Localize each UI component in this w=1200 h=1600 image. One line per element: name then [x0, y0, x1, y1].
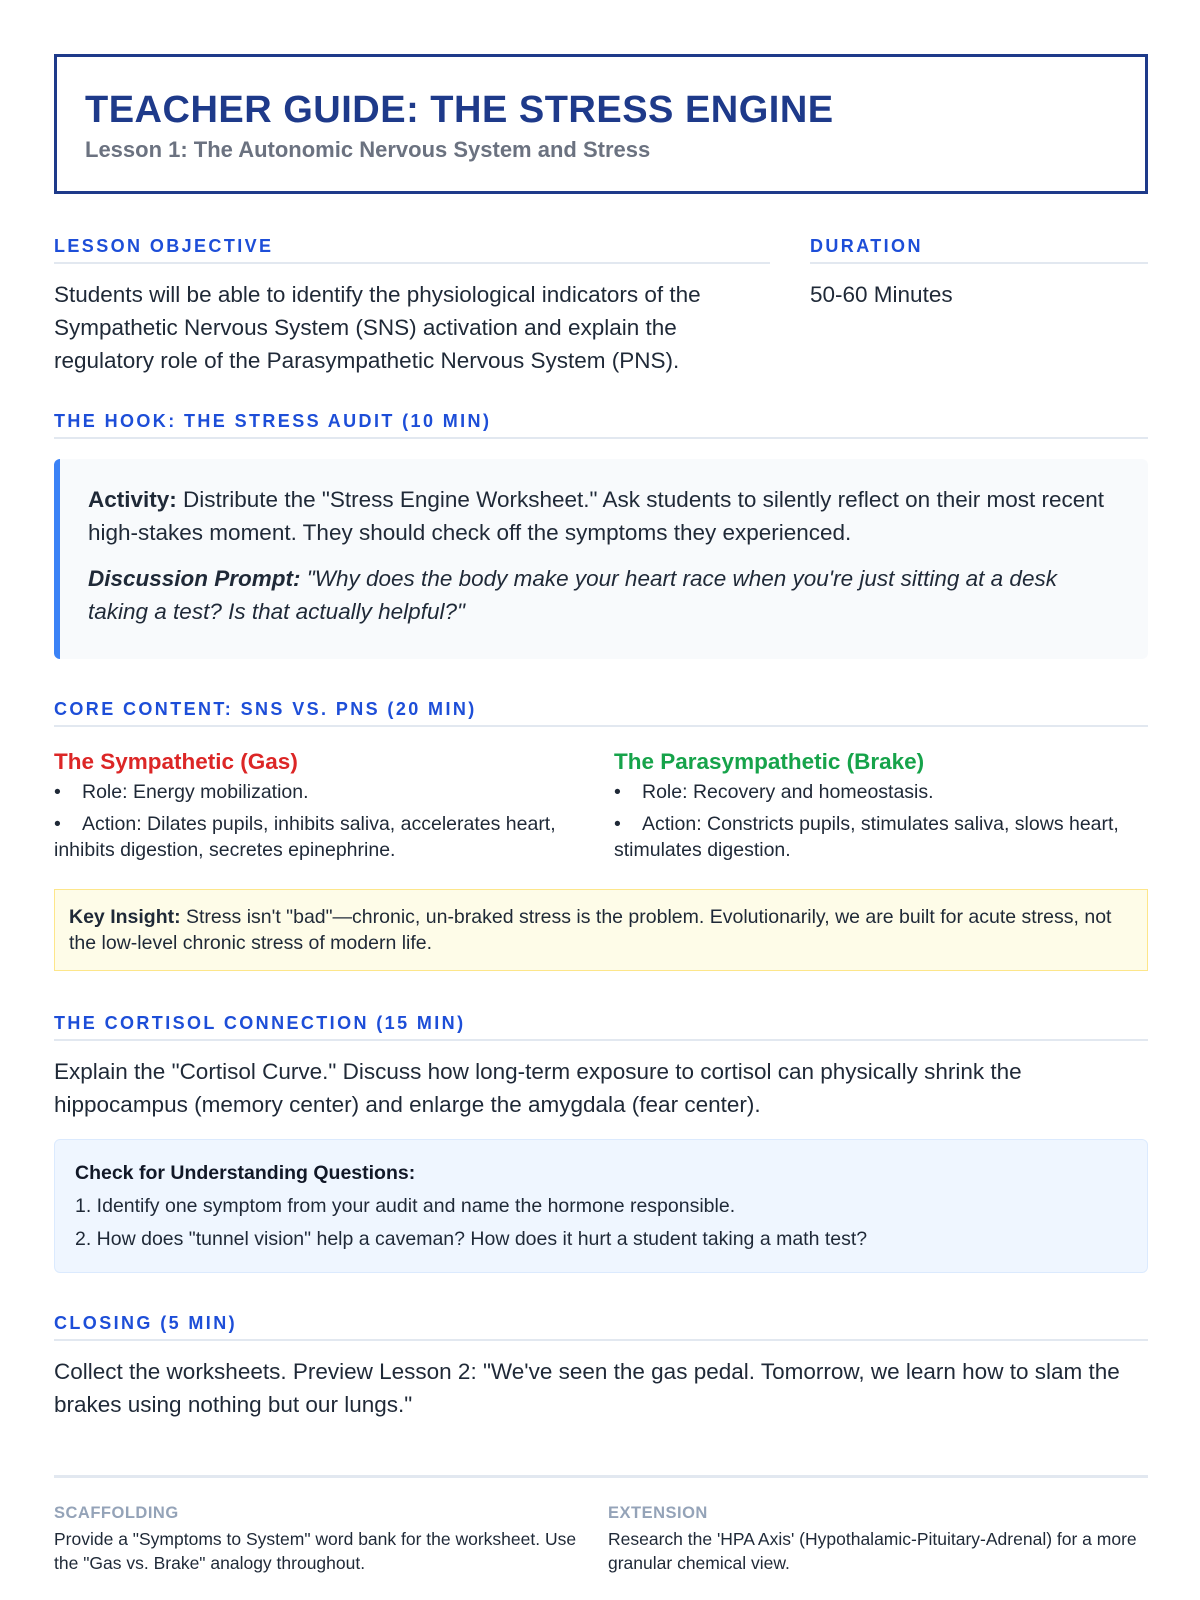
prompt-paragraph: [88, 562, 1118, 628]
closing-heading: CLOSING (5 MIN): [54, 1313, 1148, 1341]
guide-header: [54, 54, 1148, 194]
cfu-title: Check for Understanding Questions:: [75, 1162, 416, 1184]
duration-section: [810, 236, 1148, 377]
cfu-callout: [54, 1139, 1148, 1273]
scaffolding-label: SCAFFOLDING: [54, 1504, 179, 1522]
core-heading: CORE CONTENT: SNS VS. PNS (20 MIN): [54, 699, 1148, 727]
cortisol-heading: THE CORTISOL CONNECTION (15 MIN): [54, 1013, 1148, 1041]
core-content-section: [54, 699, 1148, 971]
list-item: • Role: Recovery and homeostasis.: [614, 781, 934, 803]
sns-pns-columns: [54, 747, 1148, 863]
hook-heading: THE HOOK: THE STRESS AUDIT (10 MIN): [54, 411, 1148, 439]
objective-section: [54, 236, 770, 377]
scaffolding-note: [54, 1504, 594, 1575]
cortisol-text: Explain the "Cortisol Curve." Discuss how long-term exposure to cortisol can physically shrink the hippocampus (memory center) and enlarge the amygdala (fear center).: [54, 1059, 1022, 1117]
objective-text: Students will be able to identify the physiological indicators of the Sympathetic Nervous System (SNS) activation and explain the regulatory role of the Parasympathetic Nervous System (PNS).: [54, 282, 701, 373]
scaffolding-text: Provide a "Symptoms to System" word bank for the worksheet. Use the "Gas vs. Brake" analogy throughout.: [54, 1529, 577, 1573]
objective-duration-row: [54, 236, 1148, 377]
footer-divider: [54, 1475, 1148, 1478]
key-insight-callout: [54, 889, 1148, 971]
extension-note: [608, 1504, 1148, 1575]
cfu-question: 1. Identify one symptom from your audit and name the hormone responsible.: [75, 1195, 736, 1217]
objective-heading: LESSON OBJECTIVE: [54, 236, 770, 264]
sympathetic-column: [54, 747, 574, 863]
duration-value: 50-60 Minutes: [810, 282, 953, 307]
hook-callout: [54, 459, 1148, 659]
parasympathetic-list: [614, 779, 1134, 863]
closing-text: Collect the worksheets. Preview Lesson 2: "We've seen the gas pedal. Tomorrow, we learn how to slam the brakes using nothing but our lungs.": [54, 1359, 1120, 1417]
hook-section: [54, 411, 1148, 659]
page-subtitle: Lesson 1: The Autonomic Nervous System and Stress: [85, 137, 651, 162]
activity-label: Activity:: [88, 487, 177, 512]
insight-text: Stress isn't "bad"—chronic, un-braked stress is the problem. Evolutionarily, we are built for acute stress, not the low-level chronic stress of modern life.: [69, 906, 1112, 954]
closing-section: [54, 1313, 1148, 1421]
list-item: • Role: Energy mobilization.: [54, 781, 309, 803]
list-item: • Action: Constricts pupils, stimulates saliva, slows heart, stimulates digestion.: [614, 813, 1119, 861]
insight-label: Key Insight:: [69, 906, 181, 928]
duration-heading: DURATION: [810, 236, 1148, 264]
prompt-label: Discussion Prompt:: [88, 566, 301, 591]
parasympathetic-title: The Parasympathetic (Brake): [614, 749, 925, 774]
sympathetic-list: [54, 779, 574, 863]
parasympathetic-column: [614, 747, 1134, 863]
footer-notes: [54, 1504, 1148, 1575]
page-title: TEACHER GUIDE: THE STRESS ENGINE: [85, 89, 834, 131]
cortisol-section: [54, 1013, 1148, 1273]
prompt-text: "Why does the body make your heart race when you're just sitting at a desk taking a test? Is that actually helpful?": [88, 566, 1057, 624]
cfu-question: 2. How does "tunnel vision" help a caveman? How does it hurt a student taking a math test?: [75, 1228, 868, 1250]
activity-paragraph: [88, 483, 1118, 549]
sympathetic-title: The Sympathetic (Gas): [54, 749, 298, 774]
extension-label: EXTENSION: [608, 1504, 708, 1522]
teacher-guide-page: [54, 54, 1148, 1575]
extension-text: Research the 'HPA Axis' (Hypothalamic-Pituitary-Adrenal) for a more granular chemical view.: [608, 1529, 1137, 1573]
activity-text: Distribute the "Stress Engine Worksheet." Ask students to silently reflect on their most recent high-stakes moment. They should check off the symptoms they experienced.: [88, 487, 1105, 545]
list-item: • Action: Dilates pupils, inhibits saliva, accelerates heart, inhibits digestion, secretes epinephrine.: [54, 813, 556, 861]
